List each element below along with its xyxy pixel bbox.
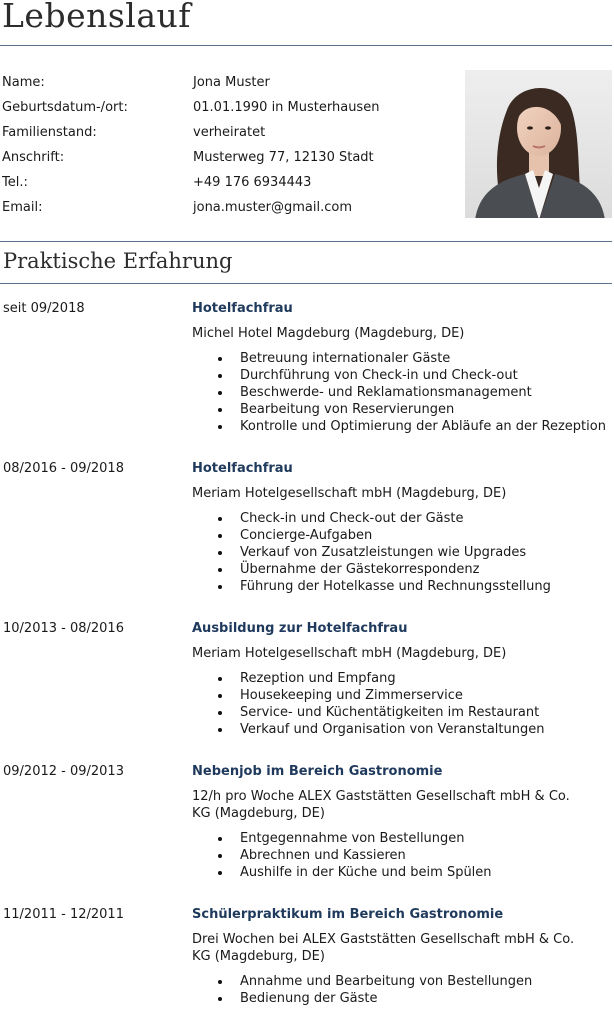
personal-info bbox=[2, 73, 462, 223]
list-item: Verkauf von Zusatzleistungen wie Upgrades bbox=[240, 544, 612, 561]
job-date: 10/2013 - 08/2016 bbox=[3, 621, 124, 636]
job-company: Michel Hotel Magdeburg (Magdeburg, DE) bbox=[192, 326, 465, 341]
list-item: Aushilfe in der Küche und beim Spülen bbox=[240, 864, 612, 881]
job-company: Meriam Hotelgesellschaft mbH (Magdeburg, DE) bbox=[192, 486, 507, 501]
job-date: 09/2012 - 09/2013 bbox=[3, 764, 124, 779]
job-entry bbox=[0, 620, 612, 763]
job-title: Ausbildung zur Hotelfachfrau bbox=[192, 621, 408, 636]
personal-value: +49 176 6934443 bbox=[193, 175, 312, 190]
personal-row-address bbox=[2, 148, 462, 173]
profile-photo bbox=[465, 70, 612, 218]
list-item: Bearbeitung von Reservierungen bbox=[240, 401, 612, 418]
job-entry bbox=[0, 300, 612, 460]
list-item: Abrechnen und Kassieren bbox=[240, 847, 612, 864]
personal-row-phone bbox=[2, 173, 462, 198]
personal-label: Anschrift: bbox=[2, 150, 65, 165]
job-entry bbox=[0, 460, 612, 620]
list-item: Kontrolle und Optimierung der Abläufe an der Rezeption bbox=[240, 418, 612, 435]
job-company: 12/h pro Woche ALEX Gaststätten Gesellschaft mbH & Co. KG (Magdeburg, DE) bbox=[192, 789, 570, 821]
list-item: Entgegennahme von Bestellungen bbox=[240, 830, 612, 847]
list-item: Rezeption und Empfang bbox=[240, 670, 612, 687]
personal-label: Name: bbox=[2, 75, 45, 90]
job-date: 08/2016 - 09/2018 bbox=[3, 461, 124, 476]
personal-value: Musterweg 77, 12130 Stadt bbox=[193, 150, 374, 165]
list-item: Concierge-Aufgaben bbox=[240, 527, 612, 544]
personal-row-email bbox=[2, 198, 462, 223]
list-item: Housekeeping und Zimmerservice bbox=[240, 687, 612, 704]
list-item: Übernahme der Gästekorrespondenz bbox=[240, 561, 612, 578]
personal-row-marital bbox=[2, 123, 462, 148]
list-item: Führung der Hotelkasse und Rechnungsstellung bbox=[240, 578, 612, 595]
job-tasks bbox=[192, 670, 612, 738]
list-item: Beschwerde- und Reklamationsmanagement bbox=[240, 384, 612, 401]
job-tasks bbox=[192, 510, 612, 595]
experience-list bbox=[0, 300, 612, 1016]
job-date: 11/2011 - 12/2011 bbox=[3, 907, 124, 922]
job-date: seit 09/2018 bbox=[3, 301, 85, 316]
job-title: Hotelfachfrau bbox=[192, 461, 293, 476]
section-title-experience: Praktische Erfahrung bbox=[3, 249, 233, 273]
job-title: Schülerpraktikum im Bereich Gastronomie bbox=[192, 907, 504, 922]
job-tasks bbox=[192, 973, 612, 1007]
job-title: Hotelfachfrau bbox=[192, 301, 293, 316]
job-tasks bbox=[192, 350, 612, 435]
job-tasks bbox=[192, 830, 612, 881]
section-top-divider bbox=[0, 241, 612, 242]
personal-value: verheiratet bbox=[193, 125, 266, 140]
list-item: Annahme und Bearbeitung von Bestellungen bbox=[240, 973, 612, 990]
personal-label: Geburtsdatum-/ort: bbox=[2, 100, 128, 115]
list-item: Durchführung von Check-in und Check-out bbox=[240, 367, 612, 384]
personal-row-birth bbox=[2, 98, 462, 123]
list-item: Service- und Küchentätigkeiten im Restaurant bbox=[240, 704, 612, 721]
personal-label: Tel.: bbox=[2, 175, 28, 190]
job-title: Nebenjob im Bereich Gastronomie bbox=[192, 764, 443, 779]
list-item: Verkauf und Organisation von Veranstaltungen bbox=[240, 721, 612, 738]
job-company: Drei Wochen bei ALEX Gaststätten Gesellschaft mbH & Co. KG (Magdeburg, DE) bbox=[192, 932, 575, 964]
list-item: Bedienung der Gäste bbox=[240, 990, 612, 1007]
section-bottom-divider bbox=[0, 283, 612, 284]
personal-row-name bbox=[2, 73, 462, 98]
personal-value: Jona Muster bbox=[193, 75, 270, 90]
job-entry bbox=[0, 763, 612, 906]
page-title: Lebenslauf bbox=[2, 0, 191, 35]
personal-value: jona.muster@gmail.com bbox=[193, 200, 353, 215]
list-item: Betreuung internationaler Gäste bbox=[240, 350, 612, 367]
job-entry bbox=[0, 906, 612, 1016]
title-divider bbox=[0, 45, 612, 46]
personal-label: Familienstand: bbox=[2, 125, 97, 140]
job-company: Meriam Hotelgesellschaft mbH (Magdeburg, DE) bbox=[192, 646, 507, 661]
personal-value: 01.01.1990 in Musterhausen bbox=[193, 100, 380, 115]
list-item: Check-in und Check-out der Gäste bbox=[240, 510, 612, 527]
personal-label: Email: bbox=[2, 200, 43, 215]
